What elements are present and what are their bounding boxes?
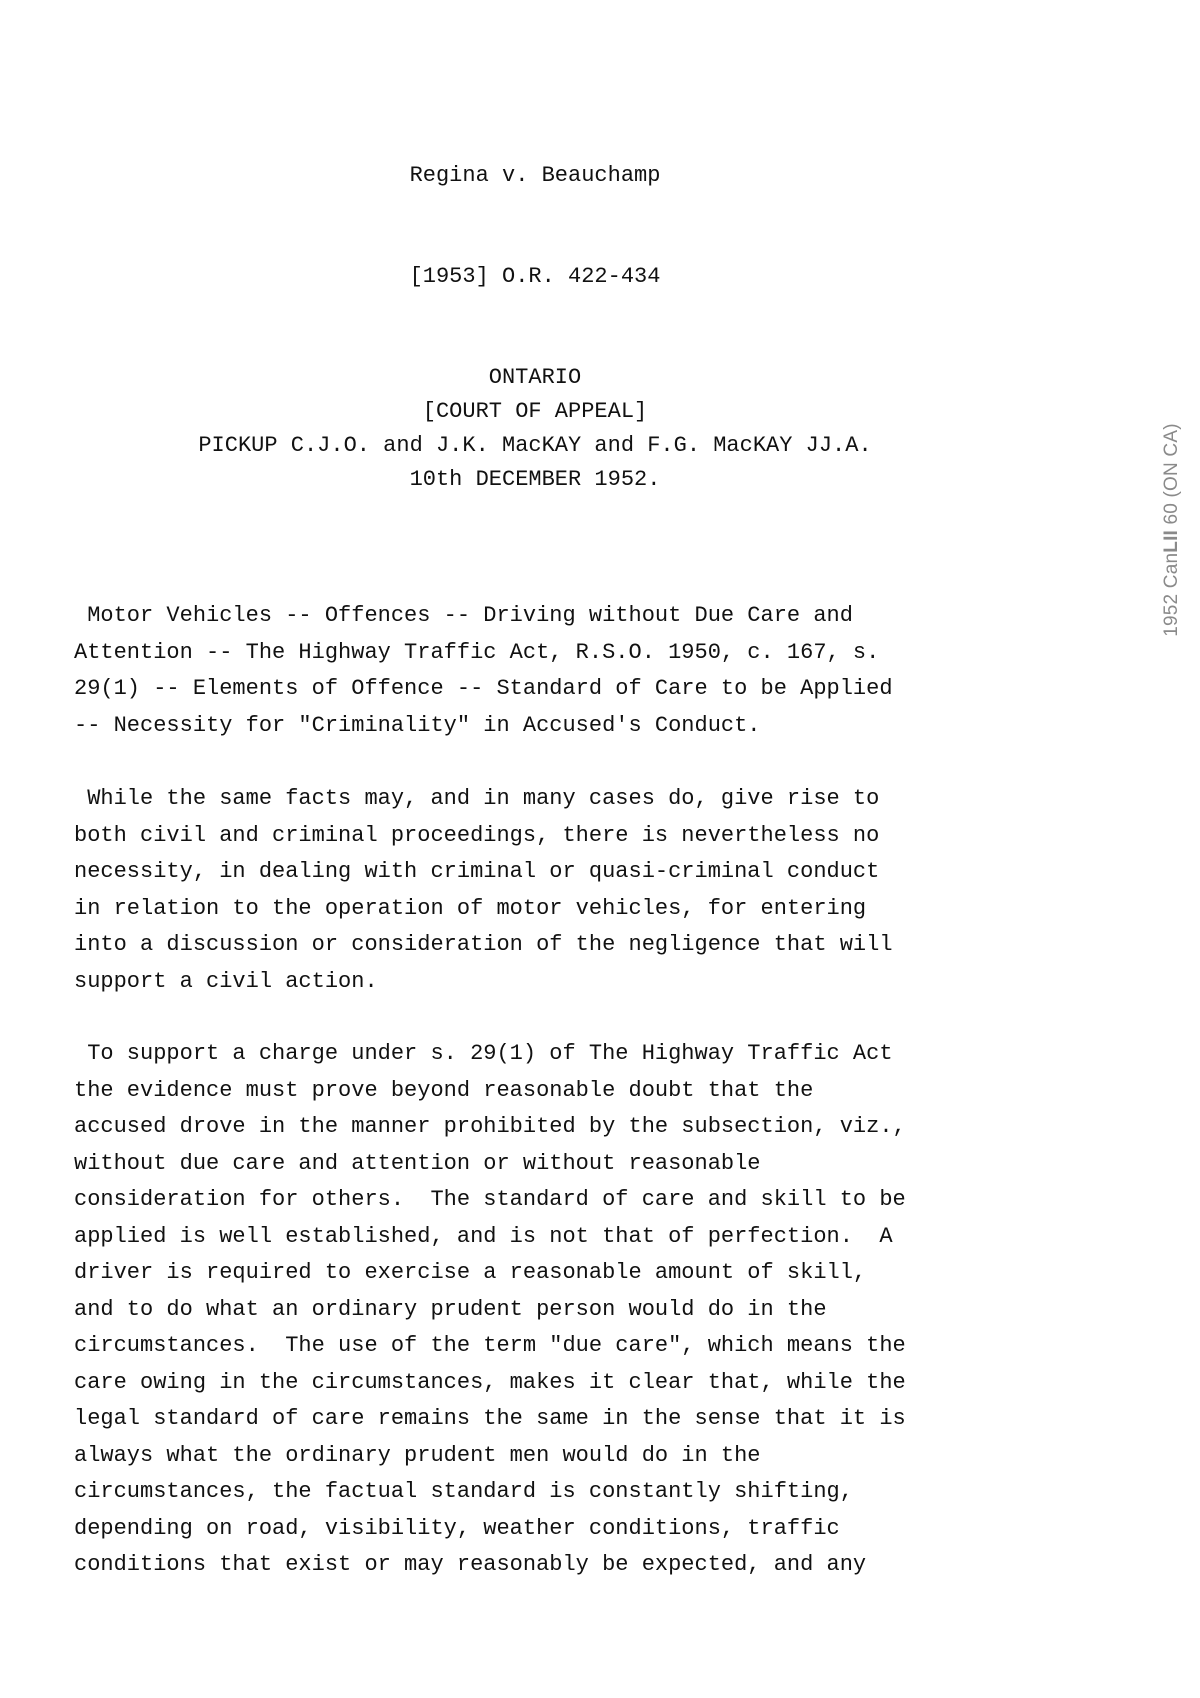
headnote-paragraph-2: While the same facts may, and in many cases do, give rise to both civil and criminal proceedings, there is nevertheless no necessity, in dealing with criminal or quasi-criminal conduct in relation to the operation of motor vehicles, for entering into a discussion or consideration of the negligence that will support a civil action.	[74, 786, 893, 994]
judges-line: PICKUP C.J.O. and J.K. MacKAY and F.G. MacKAY JJ.A.	[198, 433, 872, 458]
jurisdiction: ONTARIO	[488, 365, 582, 390]
headnote-paragraph-3: To support a charge under s. 29(1) of The Highway Traffic Act the evidence must prove beyond reasonable doubt that the accused drove in the manner prohibited by the subsection, viz., without due care and attention or without reasonable consideration for others. The standard of care and skill to be applied is well established, and is not that of perfection. A driver is required to exercise a reasonable amount of skill, and to do what an ordinary prudent person would do in the circumstances. The use of the term "due care", which means the care owing in the circumstances, makes it clear that, while the legal standard of care remains the same in the sense that it is always what the ordinary prudent men would do in the circumstances, the factual standard is constantly shifting, depending on road, visibility, weather conditions, traffic conditions that exist or may reasonably be expected, and any	[74, 1041, 906, 1577]
court-name: [COURT OF APPEAL]	[422, 399, 648, 424]
case-citation: [1953] O.R. 422-434	[409, 264, 661, 289]
case-title: Regina v. Beauchamp	[409, 163, 661, 188]
decision-date: 10th DECEMBER 1952.	[409, 467, 661, 492]
stamp-publisher-prefix: Can	[1161, 552, 1182, 589]
canlii-citation-stamp	[1161, 423, 1183, 637]
stamp-number-court: 60 (ON CA)	[1161, 423, 1182, 525]
headnote-paragraph-1: Motor Vehicles -- Offences -- Driving without Due Care and Attention -- The Highway Traffic Act, R.S.O. 1950, c. 167, s. 29(1) -- Elements of Offence -- Standard of Care to be Applied -- Necessity for "Criminality" in Accused's Conduct.	[74, 603, 893, 738]
stamp-publisher-bold: LII	[1161, 529, 1182, 553]
stamp-year: 1952	[1161, 593, 1182, 637]
